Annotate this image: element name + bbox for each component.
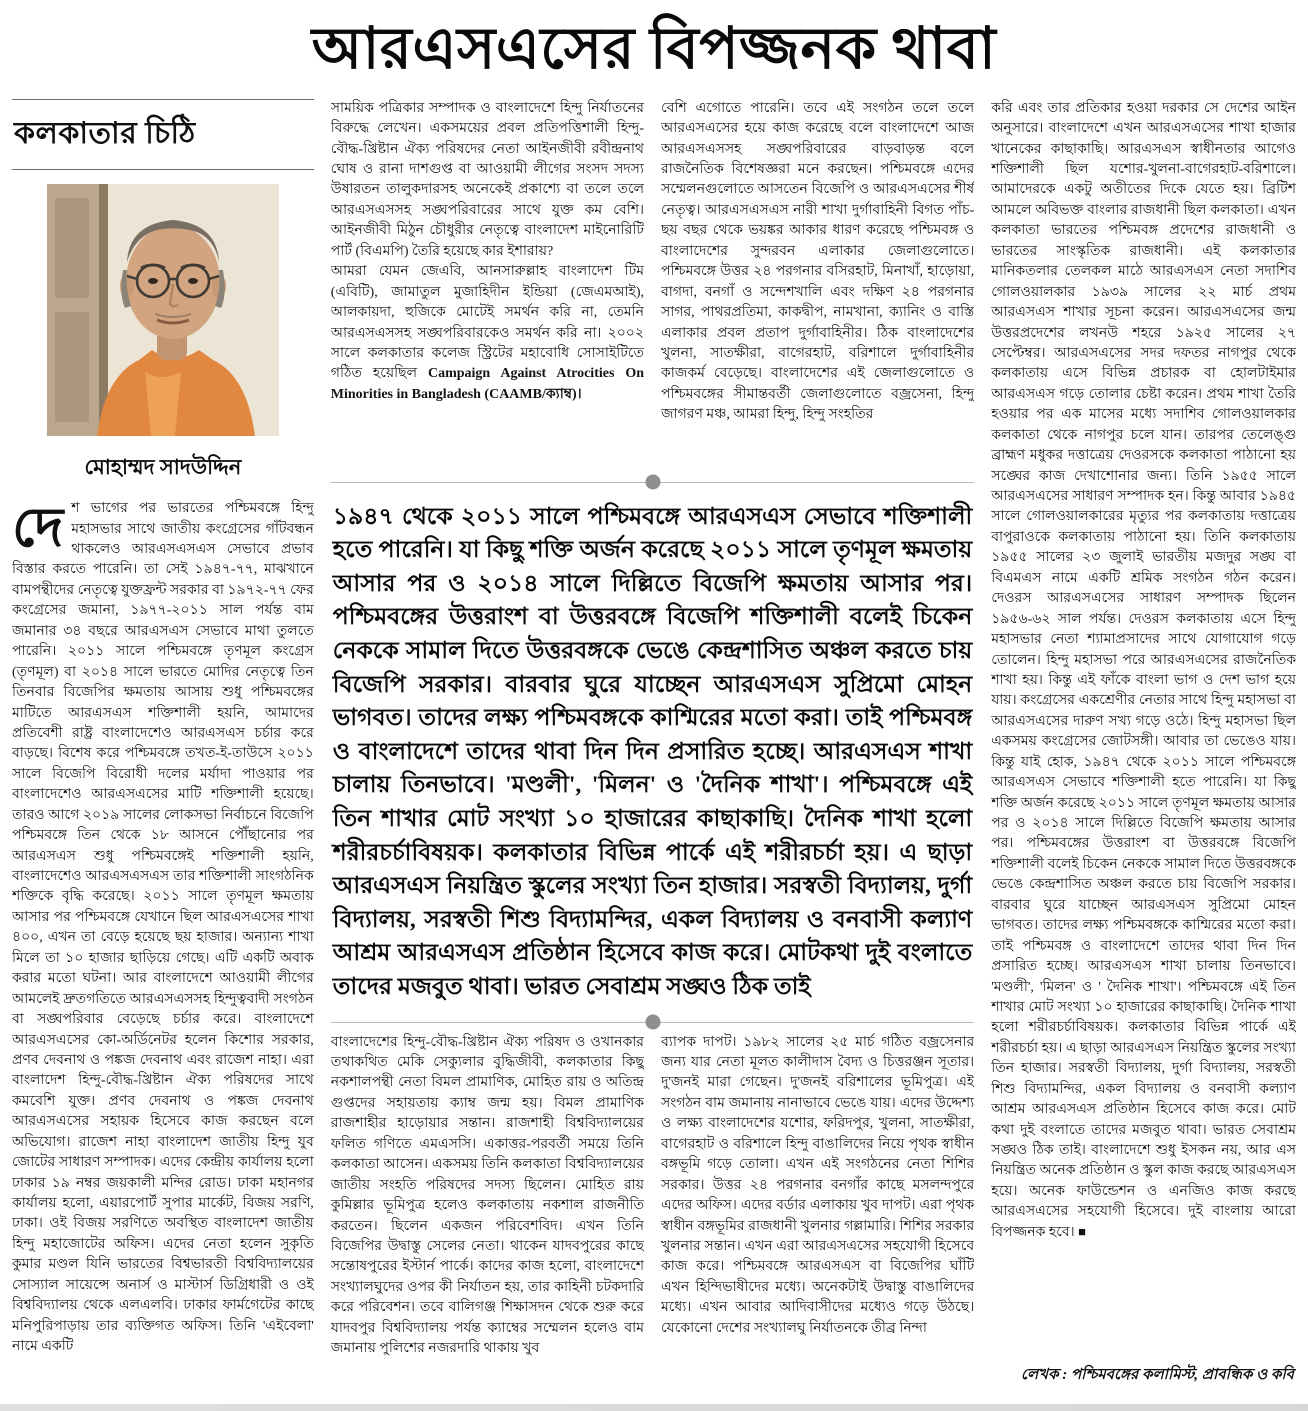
column-2-bottom: [331, 1033, 644, 1389]
article-headline: আরএসএসের বিপজ্জনক থাবা: [311, 16, 997, 81]
author-name: মোহাম্মদ সাদউদ্দিন: [84, 455, 242, 480]
end-of-article-mark: ■: [1078, 1223, 1086, 1239]
column-1-text: [12, 499, 314, 1357]
middle-bottom-row: [331, 1033, 974, 1389]
caamb-english-name: Campaign Against Atrocities On Minorities in Bangladesh (CAAMB/ক্যাম্ব)।: [330, 366, 644, 402]
column-1: [12, 99, 314, 1389]
column-2-top: [331, 99, 644, 471]
column-2-bottom-paragraph: বাংলাদেশের হিন্দু-বৌদ্ধ-খ্রিষ্টান ঐক্য পরিষদ ও ওখানকার তথাকথিত মেকি সেক্যুলার বুদ্ধিজীবী, কলকাতার কিছু নকশালপন্থী নেতা বিমল প্রামাণিক, মোহিত রায় ও অতিন্দ্র গুপ্তদের সহায়তায় ক্যাম্ব জন্ম হয়। বিমল প্রামাণিক রাজশাহীর হাড়োয়ার সন্তান। রাজশাহী বিশ্ববিদ্যালয়ের ফলিত গণিতে এমএসসি। একাত্তর-পরবর্তী সময়ে তিনি কলকাতা আসেন। একসময় তিনি কলকাতা বিশ্ববিদ্যালয়ের জাতীয় সংহতি পরিষদের সদস্য ছিলেন। মোহিত রায় কুমিল্লার ভূমিপুত্র হলেও কলকাতায় নকশাল রাজনীতি করতেন। ছিলেন একজন পরিবেশবিদ। এখন তিনি বিজেপির উদ্বাস্তু সেলের নেতা। থাকেন যাদবপুরের কাছে সন্তোষপুরের ইস্টার্ন পার্কে। কাদের কাজ হলো, বাংলাদেশে সংখ্যালঘুদের ওপর কী নির্যাতন হয়, তার কাহিনী চটকদারি করে পরিবেশন। তবে বালিগঞ্জ শিক্ষাসদন থেকে শুরু করে যাদবপুর বিশ্ববিদ্যালয় পর্যন্ত ক্যাম্বের সম্মেলন হলেও বাম জমানায় পুলিশের নজরদারি থাকায় খুব: [330, 1034, 644, 1357]
author-photo: [47, 184, 279, 436]
middle-top-row: [331, 99, 974, 471]
article-body: [12, 99, 1296, 1389]
author-photo-wrap: [47, 184, 279, 436]
column-1-paragraph: শ ভাগের পর ভারতের পশ্চিমবঙ্গে হিন্দু মহাসভার সাথে জাতীয় কংগ্রেসের গাঁটবন্ধন থাকলেও আরএসএসএস সেভাবে প্রভাব বিস্তার করতে পারেনি। তা সেই ১৯৪৭-৭৭, মাঝখানে বামপন্থীদের নেতৃত্বে যুক্তফ্রন্ট সরকার বা ১৯৭২-৭৭ ফের কংগ্রেসের জমানা, ১৯৭৭-২০১১ সাল পর্যন্ত বাম জমানার ৩৪ বছরে আরএসএস সেভাবে মাথা তুলতে পারেনি। ২০১১ সালে পশ্চিমবঙ্গে তৃণমূল কংগ্রেস (তৃণমূল) বা ২০১৪ সালে ভারতে মোদির নেতৃত্বে তিন তিনবার বিজেপির ক্ষমতায় আসায় শুধু পশ্চিমবঙ্গের মাটিতে আরএসএস শক্তিশালী হয়নি, আমাদের প্রতিবেশী রাষ্ট্র বাংলাদেশেও আরএসএস চর্চার করে বাড়ছে। বিশেষ করে পশ্চিমবঙ্গে তখত-ই-তাউসে ২০১১ সালে বিজেপি বিরোধী দলের মর্যাদা পাওয়ার পর বাংলাদেশেও আরএসএসের মাটি শক্তিশালী হয়েছে। তারও আগে ২০১৯ সালের লোকসভা নির্বাচনে বিজেপি পশ্চিমবঙ্গে তিন থেকে ১৮ আসনে পৌঁছানোর পর আরএসএস শুধু পশ্চিমবঙ্গেই শক্তিশালী হয়নি, বাংলাদেশেও আরএসএসএস তার শক্তিশালী সাংগঠনিক শক্তিকে বৃদ্ধি করেছে। ২০১১ সালে তৃণমূল ক্ষমতায় আসার পর পশ্চিমবঙ্গে যেখানে ছিল আরএসএসের শাখা ৪০০, এখন তা বেড়ে হয়েছে ছয় হাজার। অন্যান্য শাখা মিলে তা ১০ হাজার ছাড়িয়ে গেছে। এটি একটি অবাক করার মতো ঘটনা। আর বাংলাদেশে আওয়ামী লীগের আমলেই দ্রুতগতিতে আরএসএসসহ হিন্দুত্ববাদী সংগঠন বা সঙ্ঘপরিবার বেড়েছে চর্চার করে। বাংলাদেশে আরএসএসের কো-অর্ডিনেটর হলেন কিশোর সরকার, প্রণব দেবনাথ ও পঙ্কজ দেবনাথ এবং রাজেশ নাহা। এরা বাংলাদেশ হিন্দু-বৌদ্ধ-খ্রিষ্টান ঐক্য পরিষদের সাথে কমবেশি যুক্ত। প্রণব দেবনাথ ও পঙ্কজ দেবনাথ আরএসএসের সহায়ক হিসেবে কাজ করছেন বলে অভিযোগ। রাজেশ নাহা বাংলাদেশ জাতীয় হিন্দু যুব জোটের সাধারণ সম্পাদক। এদের কেন্দ্রীয় কার্যালয় হলো ঢাকার ১৯ নম্বর জয়কালী মন্দির রোড। ঢাকা মহানগর কার্যালয় হলো, এয়ারপোর্ট সুপার মার্কেট, বিজয় সরণি, ঢাকা। ওই বিজয় সরণিতে অবস্থিত বাংলাদেশ জাতীয় হিন্দু মহাজোটের অফিস। এদের নেতা হলেন সুকৃতি কুমার মণ্ডল যিনি ভারতের বিশ্বভারতী বিশ্ববিদ্যালয়ের সোস্যাল সায়েন্সে অনার্স ও মাস্টার্স ডিগ্রিধারী ও ওই বিশ্ববিদ্যালয় থেকে এলএলবি। ঢাকার ফার্মগেটের কাছে মনিপুরিপাড়ায় তার ব্যক্তিগত অফিস। তিনি 'এইবেলা' নামে একটি: [12, 501, 314, 1355]
column-2-paragraph-2: [331, 262, 644, 405]
middle-columns: [331, 99, 974, 1389]
column-3-bottom-paragraph: ব্যাপক দাপট। ১৯৮২ সালের ২৫ মার্চ গঠিত বজ্রসেনার জন্য যার নেতা মূলত কালীদাস বৈদ্য ও চিত্তরঞ্জন সূতার। দু'জনই মারা গেছেন। দু'জনই বরিশালের ভূমিপুত্র। এই সংগঠন বাম জমানায় নানাভাবে ভেঙে যায়। এদের উদ্দেশ্য ও লক্ষ্য বাংলাদেশের যশোর, ফরিদপুর, খুলনা, সাতক্ষীরা, বাগেরহাট ও বরিশালে হিন্দু বাঙালিদের নিয়ে পৃথক স্বাধীন বঙ্গভূমি গড়ে তোলা। এখন এই সংগঠনের নেতা শিশির সরকার। উত্তর ২৪ পরগনার বনগাঁর কাছে মসলন্দপুরে এদের অফিস। এদের বর্ডার এলাকায় খুব দাপট। এরা পৃথক স্বাধীন বঙ্গভূমির রাজধানী খুলনার গল্লামারি। শিশির সরকার খুলনার সন্তান। এখন এরা আরএসএসের সহযোগী হিসেবে কাজ করে। পশ্চিমবঙ্গে আরএসএস বা বিজেপির ঘাঁটি এখন হিন্দিভাষীদের মধ্যে। অনেকটাই উদ্বাস্তু বাঙালিদের মধ্যে। এখন আবার আদিবাসীদের মধ্যেও গড়ে উঠছে। যেকোনো দেশের সংখ্যালঘু নির্যাতনকে তীব্র নিন্দা: [661, 1034, 975, 1336]
pull-quote-separator-bottom: [331, 1011, 974, 1033]
column-3-top: [661, 99, 974, 471]
column-3-top-paragraph: বেশি এগোতে পারেনি। তবে এই সংগঠন তলে তলে আরএসএসের হয়ে কাজ করেছে বলে বাংলাদেশে আজ আরএসএসসহ সঙ্ঘপরিবারের বাড়বাড়ন্ত বলে রাজনৈতিক বিশেষজ্ঞরা মনে করছেন। পশ্চিমবঙ্গে এদের সম্মেলনগুলোতে আসতেন বিজেপি ও আরএসএসের শীর্ষ নেতৃত্ব। আরএসএসএস নারী শাখা দুর্গাবাহিনী বিগত পাঁচ-ছয় বছর থেকে ভয়ঙ্কর আকার ধারণ করেছে পশ্চিমবঙ্গ ও বাংলাদেশের সুন্দরবন এলাকার জেলাগুলোতে। পশ্চিমবঙ্গে উত্তর ২৪ পরগনার বসিরহাট, মিনাখাঁ, হাড়োয়া, বাগদা, বনগাঁ ও সন্দেশখালি এবং দক্ষিণ ২৪ পরগনার সাগর, পাথরপ্রতিমা, কাকদ্বীপ, নামখানা, ক্যানিং ও বাস্তি এলাকার প্রবল প্রতাপ দুর্গাবাহিনীর। ঠিক বাংলাদেশের খুলনা, সাতক্ষীরা, বাগেরহাট, বরিশালে দুর্গাবাহিনীর কাজকর্ম বেড়েছে। বাংলাদেশের এই জেলাগুলোতে ও পশ্চিমবঙ্গের সীমান্তবর্তী জেলাগুলোতে বজ্রসেনা, হিন্দু জাগরণ মঞ্চ, আমরা হিন্দু, হিন্দু সংহতির: [661, 100, 975, 423]
column-4-paragraph: করি এবং তার প্রতিকার হওয়া দরকার সে দেশের আইন অনুসারে। বাংলাদেশে এখন আরএসএসের শাখা হাজার খানেকের কাছাকাছি। আরএসএস স্বাধীনতার আগেও শক্তিশালী ছিল যশোর-খুলনা-বাগেরহাট-বরিশালে। আমাদেরকে একটু অতীতের দিকে যেতে হয়। ব্রিটিশ আমলে অবিভক্ত বাংলার রাজধানী ছিল কলকাতা। এখন কলকাতা ভারতের পশ্চিমবঙ্গ প্রদেশের রাজধানী ও ভারতের সাংস্কৃতিক রাজধানী। এই কলকাতার মানিকতলার তেলকল মাঠে আরএসএস নেতা সদাশিব গোলওয়ালকার ১৯৩৯ সালের ২২ মার্চ প্রথম আরএসএস শাখার সূচনা করেন। আরএসএসের জন্ম উত্তরপ্রদেশের লখনউ শহরে ১৯২৫ সালের ২৭ সেপ্টেম্বর। আরএসএসের সদর দফতর নাগপুর থেকে কলকাতায় এসে বিভিন্ন প্রচারক বা হোলটাইমার আরএসএস গড়ে তোলার চেষ্টা করেন। প্রথম শাখা তৈরি হওয়ার পর এক মাসের মধ্যে সদাশিব গোলওয়ালকার কলকাতা থেকে নাগপুর চলে যান। তারপর তেলেঙ্গু ব্রাহ্মণ মধুকর দত্তাত্রেয় দেওরসকে কলকাতা পাঠানো হয় সঙ্ঘের কাজ দেখাশোনার জন্য। তিনি ১৯৫৫ সালে আরএসএসের সাধারণ সম্পাদক হন। কিন্তু আবার ১৯৪৫ সালে গোলওয়ালকারের মৃত্যুর পর কলকাতায় দত্তাত্রেয় বাপুরাওকে কলকাতায় পাঠানো হয়। তিনি কলকাতায় ১৯৫৫ সালের ২৩ জুলাই ভারতীয় মজদুর সঙ্ঘ বা বিএমএস নামে একটি শ্রমিক সংগঠন গঠন করেন। দেওরস আরএসএসের সাধারণ সম্পাদক ছিলেন ১৯৫৬-৬২ সাল পর্যন্ত। দেওরস কলকাতায় এসে হিন্দু মহাসভার নেতা শ্যামাপ্রসাদের সাথে যোগাযোগ গড়ে তোলেন। হিন্দু মহাসভা পরে আরএসএসের রাজনৈতিক শাখা হয়। কিন্তু এই ফাঁকে বাংলা ভাগ ও দেশ ভাগ হয়ে যায়। কংগ্রেসের একশ্রেণীর নেতার সাথে হিন্দু মহাসভা বা আরএসএসের দারুণ সখ্য গড়ে ওঠে। হিন্দু মহাসভা ছিল একসময় কংগ্রেসের জোটসঙ্গী। আবার তা ভেঙেও যায়। কিন্তু যাই হোক, ১৯৪৭ থেকে ২০১১ সালে পশ্চিমবঙ্গে আরএসএস সেভাবে শক্তিশালী হতে পারেনি। যা কিছু শক্তি অর্জন করেছে ২০১১ সালে তৃণমূল ক্ষমতায় আসার পর ও ২০১৪ সালে দিল্লিতে বিজেপি ক্ষমতায় আসার পর। পশ্চিমবঙ্গের উত্তরাংশ বা উত্তরবঙ্গে বিজেপি শক্তিশালী বলেই চিকেন নেককে সামাল দিতে উত্তরবঙ্গকে ভেঙে কেন্দ্রশাসিত অঞ্চল করতে চায় বিজেপি সরকার। বারবার ঘুরে যাচ্ছেন আরএসএস সুপ্রিমো মোহন ভাগবত। তাদের লক্ষ্য পশ্চিমবঙ্গকে কাশ্মিরের মতো করা। তাই পশ্চিমবঙ্গ ও বাংলাদেশে তাদের থাবা দিন দিন প্রসারিত হচ্ছে। আরএসএস শাখা চালায় তিনভাবে। 'মণ্ডলী', 'মিলন' ও ' দৈনিক শাখা'। পশ্চিমবঙ্গে এই তিন শাখার মোট সংখ্যা ১০ হাজারের কাছাকাছি। দৈনিক শাখা হলো শরীরচর্চাবিষয়ক। কলকাতার বিভিন্ন পার্কে এই শরীরচর্চা হয়। এ ছাড়া আরএসএস নিয়ন্ত্রিত স্কুলের সংখ্যা তিন হাজার। সরস্বতী বিদ্যালয়, দুর্গা বিদ্যালয়, সরস্বতী শিশু বিদ্যামন্দির, একল বিদ্যালয় ও বনবাসী কল্যাণ আশ্রম আরএসএস প্রতিষ্ঠান হিসেবে কাজ করে। মোট কথা দুই বংলাতে তাদের মজবুত থাবা। ভারত সেবাশ্রম সঙ্ঘও ঠিক তাই। বাংলাদেশে শুধু ইসকন নয়, আর এস নিয়ন্ত্রিত অনেক প্রতিষ্ঠান ও স্কুল কাজ করছে আরএসএস হয়ে। অনেক ফাউন্ডেশন ও এনজিও কাজ করছে আরএসএসের সহযোগী হিসেবে। দুই বাংলায় আরো বিপজ্জনক হবে।: [991, 100, 1296, 1240]
pull-quote-separator-top: [331, 471, 974, 493]
pull-quote: ১৯৪৭ থেকে ২০১১ সালে পশ্চিমবঙ্গে আরএসএস সেভাবে শক্তিশালী হতে পারেনি। যা কিছু শক্তি অর্জন করেছে ২০১১ সালে তৃণমূল ক্ষমতায় আসার পর ও ২০১৪ সালে দিল্লিতে বিজেপি ক্ষমতায় আসার পর। পশ্চিমবঙ্গের উত্তরাংশ বা উত্তরবঙ্গে বিজেপি শক্তিশালী বলেই চিকেন নেককে সামাল দিতে উত্তরবঙ্গকে ভেঙে কেন্দ্রশাসিত অঞ্চল করতে চায় বিজেপি সরকার। বারবার ঘুরে যাচ্ছেন আরএসএস সুপ্রিমো মোহন ভাগবত। তাদের লক্ষ্য পশ্চিমবঙ্গকে কাশ্মিরের মতো করা। তাই পশ্চিমবঙ্গ ও বাংলাদেশে তাদের থাবা দিন দিন প্রসারিত হচ্ছে। আরএসএস শাখা চালায় তিনভাবে। 'মণ্ডলী', 'মিলন' ও 'দৈনিক শাখা'। পশ্চিমবঙ্গে এই তিন শাখার মোট সংখ্যা ১০ হাজারের কাছাকাছি। দৈনিক শাখা হলো শরীরচর্চাবিষয়ক। কলকাতার বিভিন্ন পার্কে এই শরীরচর্চা হয়। এ ছাড়া আরএসএস নিয়ন্ত্রিত স্কুলের সংখ্যা তিন হাজার। সরস্বতী বিদ্যালয়, দুর্গা বিদ্যালয়, সরস্বতী শিশু বিদ্যামন্দির, একল বিদ্যালয় ও বনবাসী কল্যাণ আশ্রম আরএসএস প্রতিষ্ঠান হিসেবে কাজ করে। মোটকথা দুই বংলাতে তাদের মজবুত থাবা। ভারত সেবাশ্রম সঙ্ঘও ঠিক তাই: [332, 503, 973, 1000]
column-4-text: [991, 99, 1296, 1357]
column-2-paragraph-2-bn: আমরা যেমন জেএবি, আনসারুল্লাহ বাংলাদেশ টিম (এবিটি), জামাতুল মুজাহিদীন ইন্ডিয়া (জেএমআই), আলকায়দা, হুজিকে মোটেই সমর্থন করি না, তেমনি আরএসএসসহ সঙ্ঘপরিবারকেও সমর্থন করি না। ২০০২ সালে কলকাতার কলেজ স্ট্রিটের মহাবোধি সোসাইটিতে গঠিত হয়েছিল: [330, 264, 644, 382]
column-label: কলকাতার চিঠি: [14, 116, 196, 150]
separator-dot-icon: [645, 474, 660, 489]
column-label-box: [12, 99, 314, 171]
bottom-page-edge: [0, 1404, 1308, 1411]
separator-dot-icon: [645, 1014, 660, 1029]
author-footer-note: লেখক : পশ্চিমবঙ্গের কলামিস্ট, প্রাবন্ধিক ও কবি: [1020, 1366, 1294, 1383]
column-4: [991, 99, 1296, 1389]
column-3-bottom: [661, 1033, 974, 1389]
dropcap: দে: [12, 497, 64, 559]
column-2-paragraph-1: সাময়িক পত্রিকার সম্পাদক ও বাংলাদেশে হিন্দু নির্যাতনের বিরুদ্ধে লেখেন। একসময়ের প্রবল প্রতিপত্তিশালী হিন্দু-বৌদ্ধ-খ্রিষ্টান ঐক্য পরিষদের নেতা আইনজীবী রবীন্দ্রনাথ ঘোষ ও রানা দাশগুপ্ত বা আওয়ামী লীগের সংসদ সদস্য উষারতন তালুকদারসহ অনেকেই প্রকাশ্যে বা তলে তলে আরএসএসসহ সঙ্ঘপরিবারের সাথে যুক্ত কম বেশি। আইনজীবী মিঠুন চৌধুরীর নেতৃত্বে বাংলাদেশ মাইনোরিটি পার্ট (বিএমপি) তৈরি হয়েছে কার ইশারায়?: [330, 100, 644, 259]
